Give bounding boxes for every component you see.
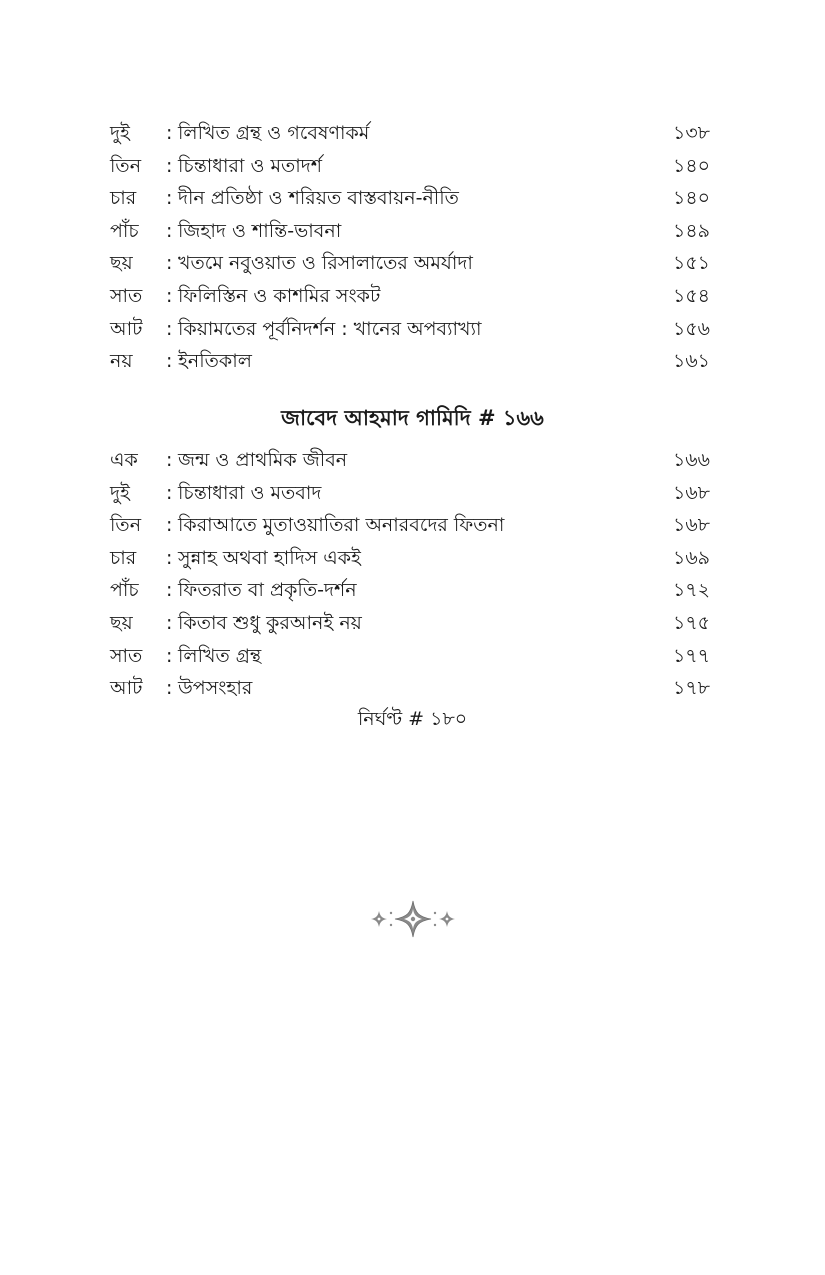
toc-entry-number: তিন <box>110 514 142 537</box>
toc-entry-number: নয় <box>110 350 133 373</box>
toc-entry <box>110 215 710 248</box>
toc-entry-page: ১৭৮ <box>672 677 710 700</box>
toc-entry <box>110 313 710 346</box>
toc-entry-number: চার <box>110 187 137 210</box>
toc-entry-page: ১৭৫ <box>672 611 710 634</box>
toc-entry-number: পাঁচ <box>110 579 139 602</box>
toc-separator: : <box>166 579 173 602</box>
toc-separator: : <box>166 350 173 373</box>
toc-entry-page: ১৪০ <box>672 154 710 177</box>
toc-entry-page: ১৬৯ <box>672 546 710 569</box>
toc-separator: : <box>166 219 173 242</box>
toc-entry <box>110 640 710 673</box>
toc-separator: : <box>166 317 173 340</box>
toc-separator: : <box>166 187 173 210</box>
toc-entry-number: ছয় <box>110 252 133 275</box>
toc-entry-number: সাত <box>110 644 143 667</box>
toc-entry-number: এক <box>110 449 138 471</box>
toc-separator: : <box>166 284 173 307</box>
toc-entry <box>110 509 710 542</box>
toc-entry-title: ফিতরাত বা প্রকৃতি-দর্শন <box>178 579 357 602</box>
toc-entry <box>110 150 710 183</box>
toc-entry <box>110 182 710 215</box>
toc-entry-title: সুন্নাহ অথবা হাদিস একই <box>178 546 361 569</box>
toc-entry-page: ১৬১ <box>672 350 710 373</box>
toc-entry-title: খতমে নবুওয়াত ও রিসালাতের অমর্যাদা <box>178 252 473 275</box>
toc-entry-page: ১৪০ <box>672 187 710 210</box>
toc-separator: : <box>166 514 173 537</box>
toc-separator: : <box>166 252 173 275</box>
toc-entry <box>110 345 710 378</box>
toc-entry-title: ইনতিকাল <box>178 350 252 373</box>
toc-entry <box>110 672 710 705</box>
toc-entry-page: ১৫৪ <box>673 284 710 307</box>
toc-entry-title: চিন্তাধারা ও মতবাদ <box>178 481 322 504</box>
toc-entry-page: ১৬৮ <box>672 481 710 504</box>
toc-entry-number: দুই <box>110 481 130 504</box>
toc-entry-title: লিখিত গ্রন্থ ও গবেষণাকর্ম <box>178 122 370 144</box>
toc-separator: : <box>166 644 173 667</box>
toc-separator: : <box>166 611 173 634</box>
toc-entry <box>110 117 710 150</box>
toc-entry <box>110 444 710 477</box>
toc-entry-title: কিয়ামতের পূর্বনিদর্শন : খানের অপব্যাখ্যা <box>178 317 482 340</box>
toc-entry-title: লিখিত গ্রন্থ <box>178 644 262 667</box>
toc-entry-number: পাঁচ <box>110 219 139 242</box>
toc-entry-number: চার <box>110 546 137 569</box>
toc-entry <box>110 542 710 575</box>
toc-entry-number: দুই <box>110 122 130 144</box>
toc-separator: : <box>166 449 173 471</box>
toc-entry-title: উপসংহার <box>178 677 253 700</box>
toc-separator: : <box>166 481 173 504</box>
toc-entry <box>110 280 710 313</box>
toc-entry-page: ১৬৬ <box>672 449 710 471</box>
toc-list-chapter-previous <box>110 117 710 378</box>
toc-entry-page: ১৩৮ <box>672 122 710 144</box>
toc-entry-title: দীন প্রতিষ্ঠা ও শরিয়ত বাস্তবায়ন-নীতি <box>178 187 459 210</box>
toc-entry-number: সাত <box>110 284 143 307</box>
toc-entry-page: ১৪৯ <box>673 219 710 242</box>
toc-entry <box>110 247 710 280</box>
toc-entry-page: ১৭৭ <box>672 644 710 667</box>
sparkle-ornament-icon <box>369 897 457 941</box>
toc-entry-number: আট <box>110 317 143 340</box>
toc-separator: : <box>166 677 173 700</box>
toc-entry-page: ১৭২ <box>672 579 710 602</box>
toc-entry-page: ১৫১ <box>673 252 710 275</box>
toc-separator: : <box>166 122 173 144</box>
toc-entry-title: কিরাআতে মুতাওয়াতিরা অনারবদের ফিতনা <box>178 514 505 537</box>
toc-entry-title: জন্ম ও প্রাথমিক জীবন <box>178 449 348 471</box>
toc-separator: : <box>166 154 173 177</box>
toc-separator: : <box>166 546 173 569</box>
toc-entry <box>110 574 710 607</box>
toc-entry-page: ১৬৮ <box>672 514 710 537</box>
toc-entry-title: ফিলিস্তিন ও কাশমির সংকট <box>178 284 381 307</box>
toc-entry <box>110 477 710 510</box>
toc-entry-title: জিহাদ ও শান্তি-ভাবনা <box>178 219 342 242</box>
toc-entry-number: আট <box>110 677 143 700</box>
section-heading: জাবেদ আহমাদ গামিদি # ১৬৬ <box>281 406 544 430</box>
toc-list-chapter-gamidi <box>110 444 710 705</box>
index-entry: নির্ঘণ্ট # ১৮০ <box>357 708 468 730</box>
toc-entry <box>110 607 710 640</box>
toc-entry-number: তিন <box>110 154 142 177</box>
toc-entry-number: ছয় <box>110 611 133 634</box>
toc-entry-title: কিতাব শুধু কুরআনই নয় <box>178 611 362 634</box>
toc-entry-page: ১৫৬ <box>672 317 710 340</box>
toc-entry-title: চিন্তাধারা ও মতাদর্শ <box>178 154 323 177</box>
